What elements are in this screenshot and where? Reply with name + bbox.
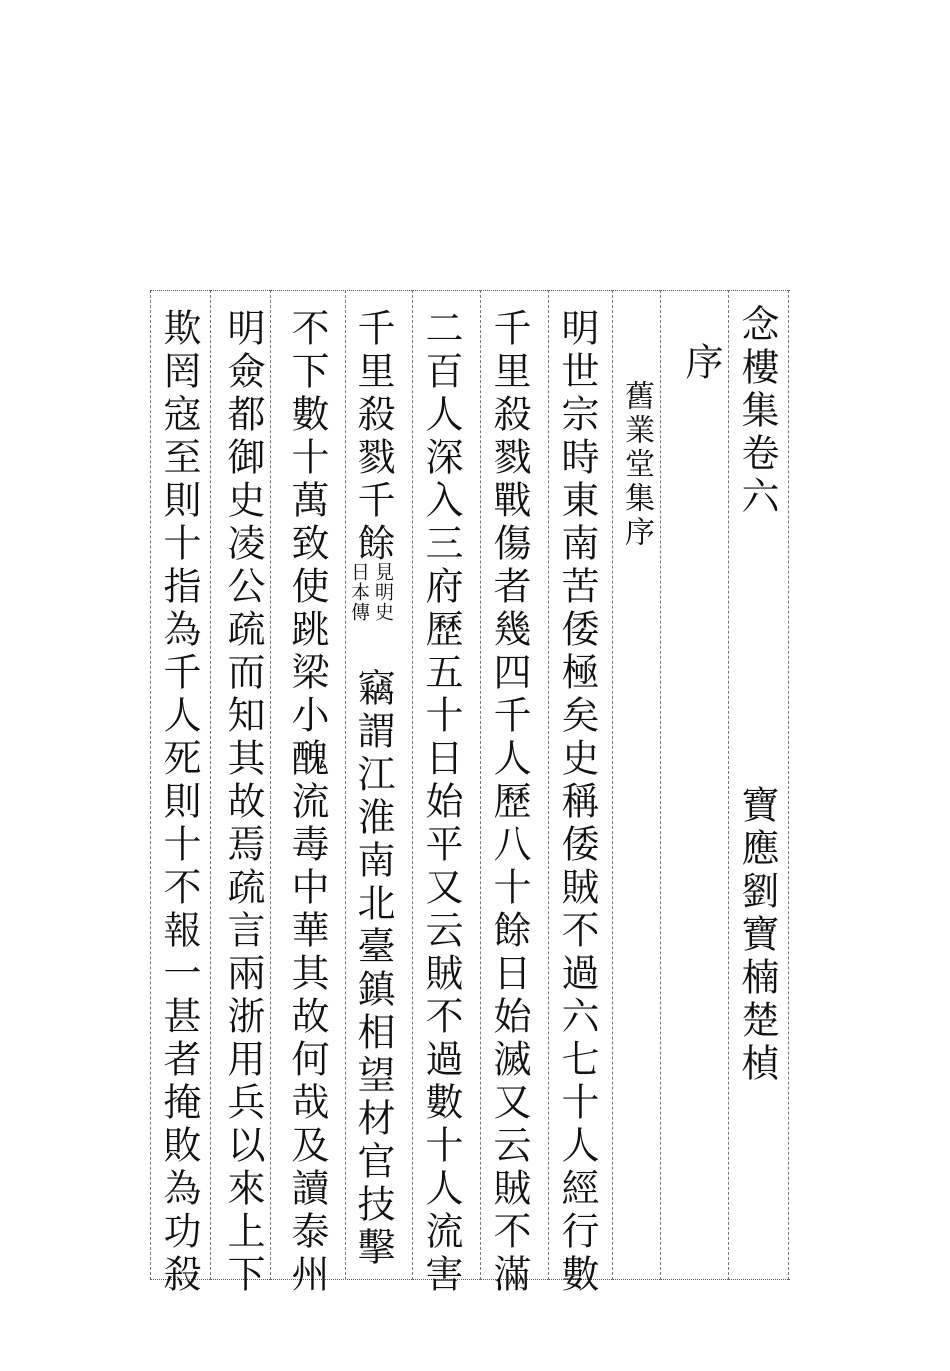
column-rule: [345, 290, 347, 1280]
volume-title: 念樓集卷六: [735, 304, 779, 519]
inline-note-right: 見明史: [372, 562, 394, 622]
text-column-4-cont: 竊謂江淮南北臺鎮相望材官技擊: [351, 668, 395, 1270]
text-column-1: 明世宗時東南苦倭極矣史稱倭賊不過六七十人經行數: [555, 308, 599, 1297]
article-title: 舊業堂集序: [619, 380, 654, 550]
text-column-6: 明僉都御史凌公疏而知其故焉疏言兩浙用兵以來上下: [221, 308, 265, 1297]
column-rule: [660, 290, 662, 1280]
text-column-2: 千里殺戮戰傷者幾四千人歷八十餘日始滅又云賊不滿: [487, 308, 531, 1297]
text-column-5: 不下數十萬致使跳梁小醜流毒中華其故何哉及讀泰州: [285, 308, 329, 1297]
page-frame: [150, 290, 790, 1297]
text-column-4-main: 千里殺戮千餘: [351, 308, 395, 566]
column-rule: [548, 290, 550, 1280]
column-rule: [150, 290, 152, 1280]
column-rule: [412, 290, 414, 1280]
top-border: [150, 290, 790, 291]
text-column-7: 欺罔寇至則十指為千人死則十不報一甚者掩敗為功殺: [157, 308, 201, 1297]
column-rule: [788, 290, 790, 1280]
text-column-4: [350, 308, 396, 566]
author-line: 寶應劉寶楠楚楨: [735, 785, 779, 1086]
column-rule: [728, 290, 730, 1280]
text-column-3: 二百人深入三府歷五十日始平又云賊不過數十人流害: [419, 308, 463, 1297]
section-heading: 序: [679, 342, 723, 385]
inline-note-left: 日本傳: [348, 562, 370, 622]
column-rule: [270, 290, 272, 1280]
column-rule: [480, 290, 482, 1280]
column-rule: [210, 290, 212, 1280]
